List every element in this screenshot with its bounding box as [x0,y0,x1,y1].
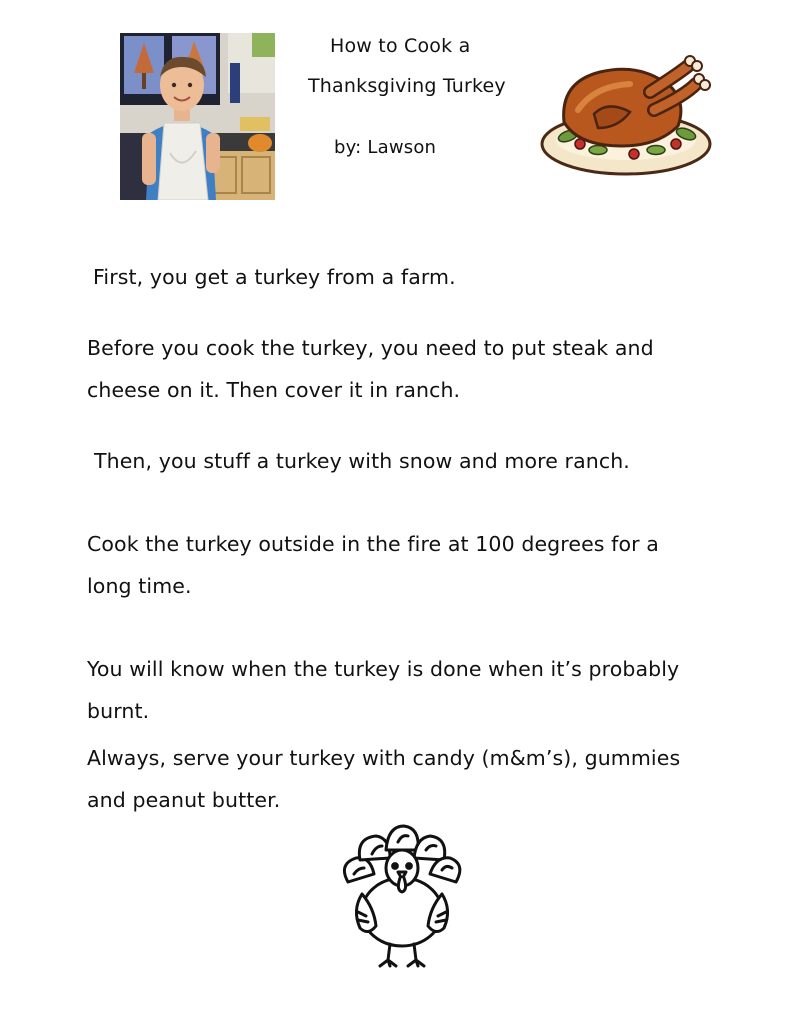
title-line-2: Thanksgiving Turkey [308,75,506,97]
title-line-1: How to Cook a [330,35,471,57]
step-paragraph-5: You will know when the turkey is done when it’s probably burnt. [87,657,680,723]
step-paragraph-6: Always, serve your turkey with candy (m&m’s), gummies and peanut butter. [87,746,681,812]
step-paragraph-1: First, you get a turkey from a farm. [93,265,456,289]
step-paragraph-2: Before you cook the turkey, you need to put steak and cheese on it. Then cover it in ranch. [87,336,654,402]
step-paragraph-3: Then, you stuff a turkey with snow and more ranch. [94,449,630,473]
author-photo [120,33,275,200]
roast-turkey-icon [538,52,714,176]
author-byline: by: Lawson [334,137,437,158]
turkey-outline-icon [334,824,470,970]
step-paragraph-4: Cook the turkey outside in the fire at 100 degrees for a long time. [87,532,659,598]
